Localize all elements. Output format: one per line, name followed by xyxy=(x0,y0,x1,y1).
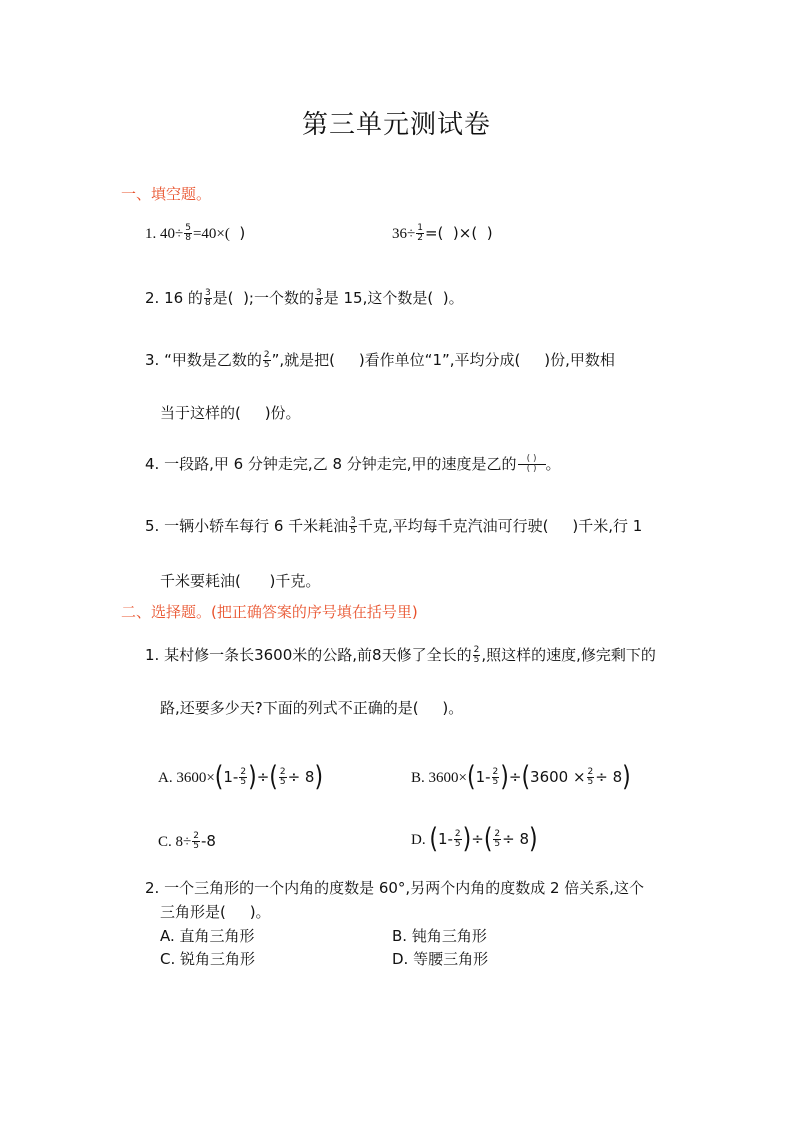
question-1: 1. 40÷ $\frac{5}{8}$ =40×( ) xyxy=(145,223,246,243)
blank-fraction: ( ) ( ) xyxy=(518,455,546,474)
fraction: $\frac{2}{5}$ xyxy=(587,767,594,787)
fraction: $\frac{2}{5}$ xyxy=(492,767,499,787)
option-b: B. 钝角三角形 xyxy=(392,927,487,945)
option-c: C. 锐角三角形 xyxy=(160,950,256,968)
fraction: $\frac{2}{5}$ xyxy=(494,829,501,849)
fraction: $\frac{3}{5}$ xyxy=(350,516,356,536)
fraction: $\frac{3}{8}$ xyxy=(204,288,211,308)
fraction: $\frac{2}{5}$ xyxy=(454,829,461,849)
page-title: 第三单元测试卷 xyxy=(301,110,491,140)
question-4: 4. 一段路,甲 6 分钟走完,乙 8 分钟走完,甲的速度是乙的 ( ) ( ) 。 xyxy=(145,454,561,474)
question-3: 3. “甲数是乙数的 $\frac{2}{5}$ ”,就是把( )看作单位“1”,平均分成( )份,甲数相 xyxy=(145,350,615,370)
fraction: $\frac{2}{5}$ xyxy=(263,350,270,370)
option-a: A. 3600×(1- $\frac{2}{5}$ )÷( $\frac{2}{5}$ ÷ 8) xyxy=(158,761,324,793)
fraction: $\frac{3}{8}$ xyxy=(315,288,322,308)
section-heading-choice: 二、选择题。(把正确答案的序号填在括号里) xyxy=(121,603,418,621)
fraction: $\frac{2}{5}$ xyxy=(193,831,199,851)
fraction: $\frac{2}{5}$ xyxy=(279,767,286,787)
question-5: 5. 一辆小轿车每行 6 千米耗油 $\frac{3}{5}$ 千克,平均每千克汽油可行驶( )千米,行 1 xyxy=(145,516,643,536)
option-d: D. (1- $\frac{2}{5}$ )÷( $\frac{2}{5}$ ÷ 8) xyxy=(411,823,538,855)
question-3-line2: 当于这样的( )份。 xyxy=(160,404,301,422)
option-a: A. 直角三角形 xyxy=(160,927,255,945)
fraction: $\frac{5}{8}$ xyxy=(185,223,191,243)
fraction: $\frac{2}{5}$ xyxy=(240,767,247,787)
question-2: 2. 16 的 $\frac{3}{8}$ 是( );一个数的 $\frac{3}{8}$ 是 15,这个数是( )。 xyxy=(145,288,464,308)
choice-question-1: 1. 某村修一条长3600米的公路,前8天修了全长的 $\frac{2}{5}$ ,照这样的速度,修完剩下的 xyxy=(145,645,656,665)
choice-question-1-line2: 路,还要多少天?下面的列式不正确的是( )。 xyxy=(160,699,464,717)
section-heading-fill: 一、填空题。 xyxy=(121,185,212,203)
option-c: C. 8÷ $\frac{2}{5}$ -8 xyxy=(158,831,216,851)
choice-question-2-line2: 三角形是( )。 xyxy=(160,903,271,921)
option-b: B. 3600×(1- $\frac{2}{5}$ )÷(3600 × $\frac{2}{5}$ ÷ 8) xyxy=(411,761,631,793)
fraction: $\frac{1}{2}$ xyxy=(417,223,423,243)
option-d: D. 等腰三角形 xyxy=(392,950,489,968)
choice-question-2: 2. 一个三角形的一个内角的度数是 60°,另两个内角的度数成 2 倍关系,这个 xyxy=(145,879,645,897)
question-1b: 36÷ $\frac{1}{2}$ =( )×( ) xyxy=(392,223,493,243)
fraction: $\frac{2}{5}$ xyxy=(473,645,480,665)
question-5-line2: 千米要耗油( )千克。 xyxy=(160,572,321,590)
